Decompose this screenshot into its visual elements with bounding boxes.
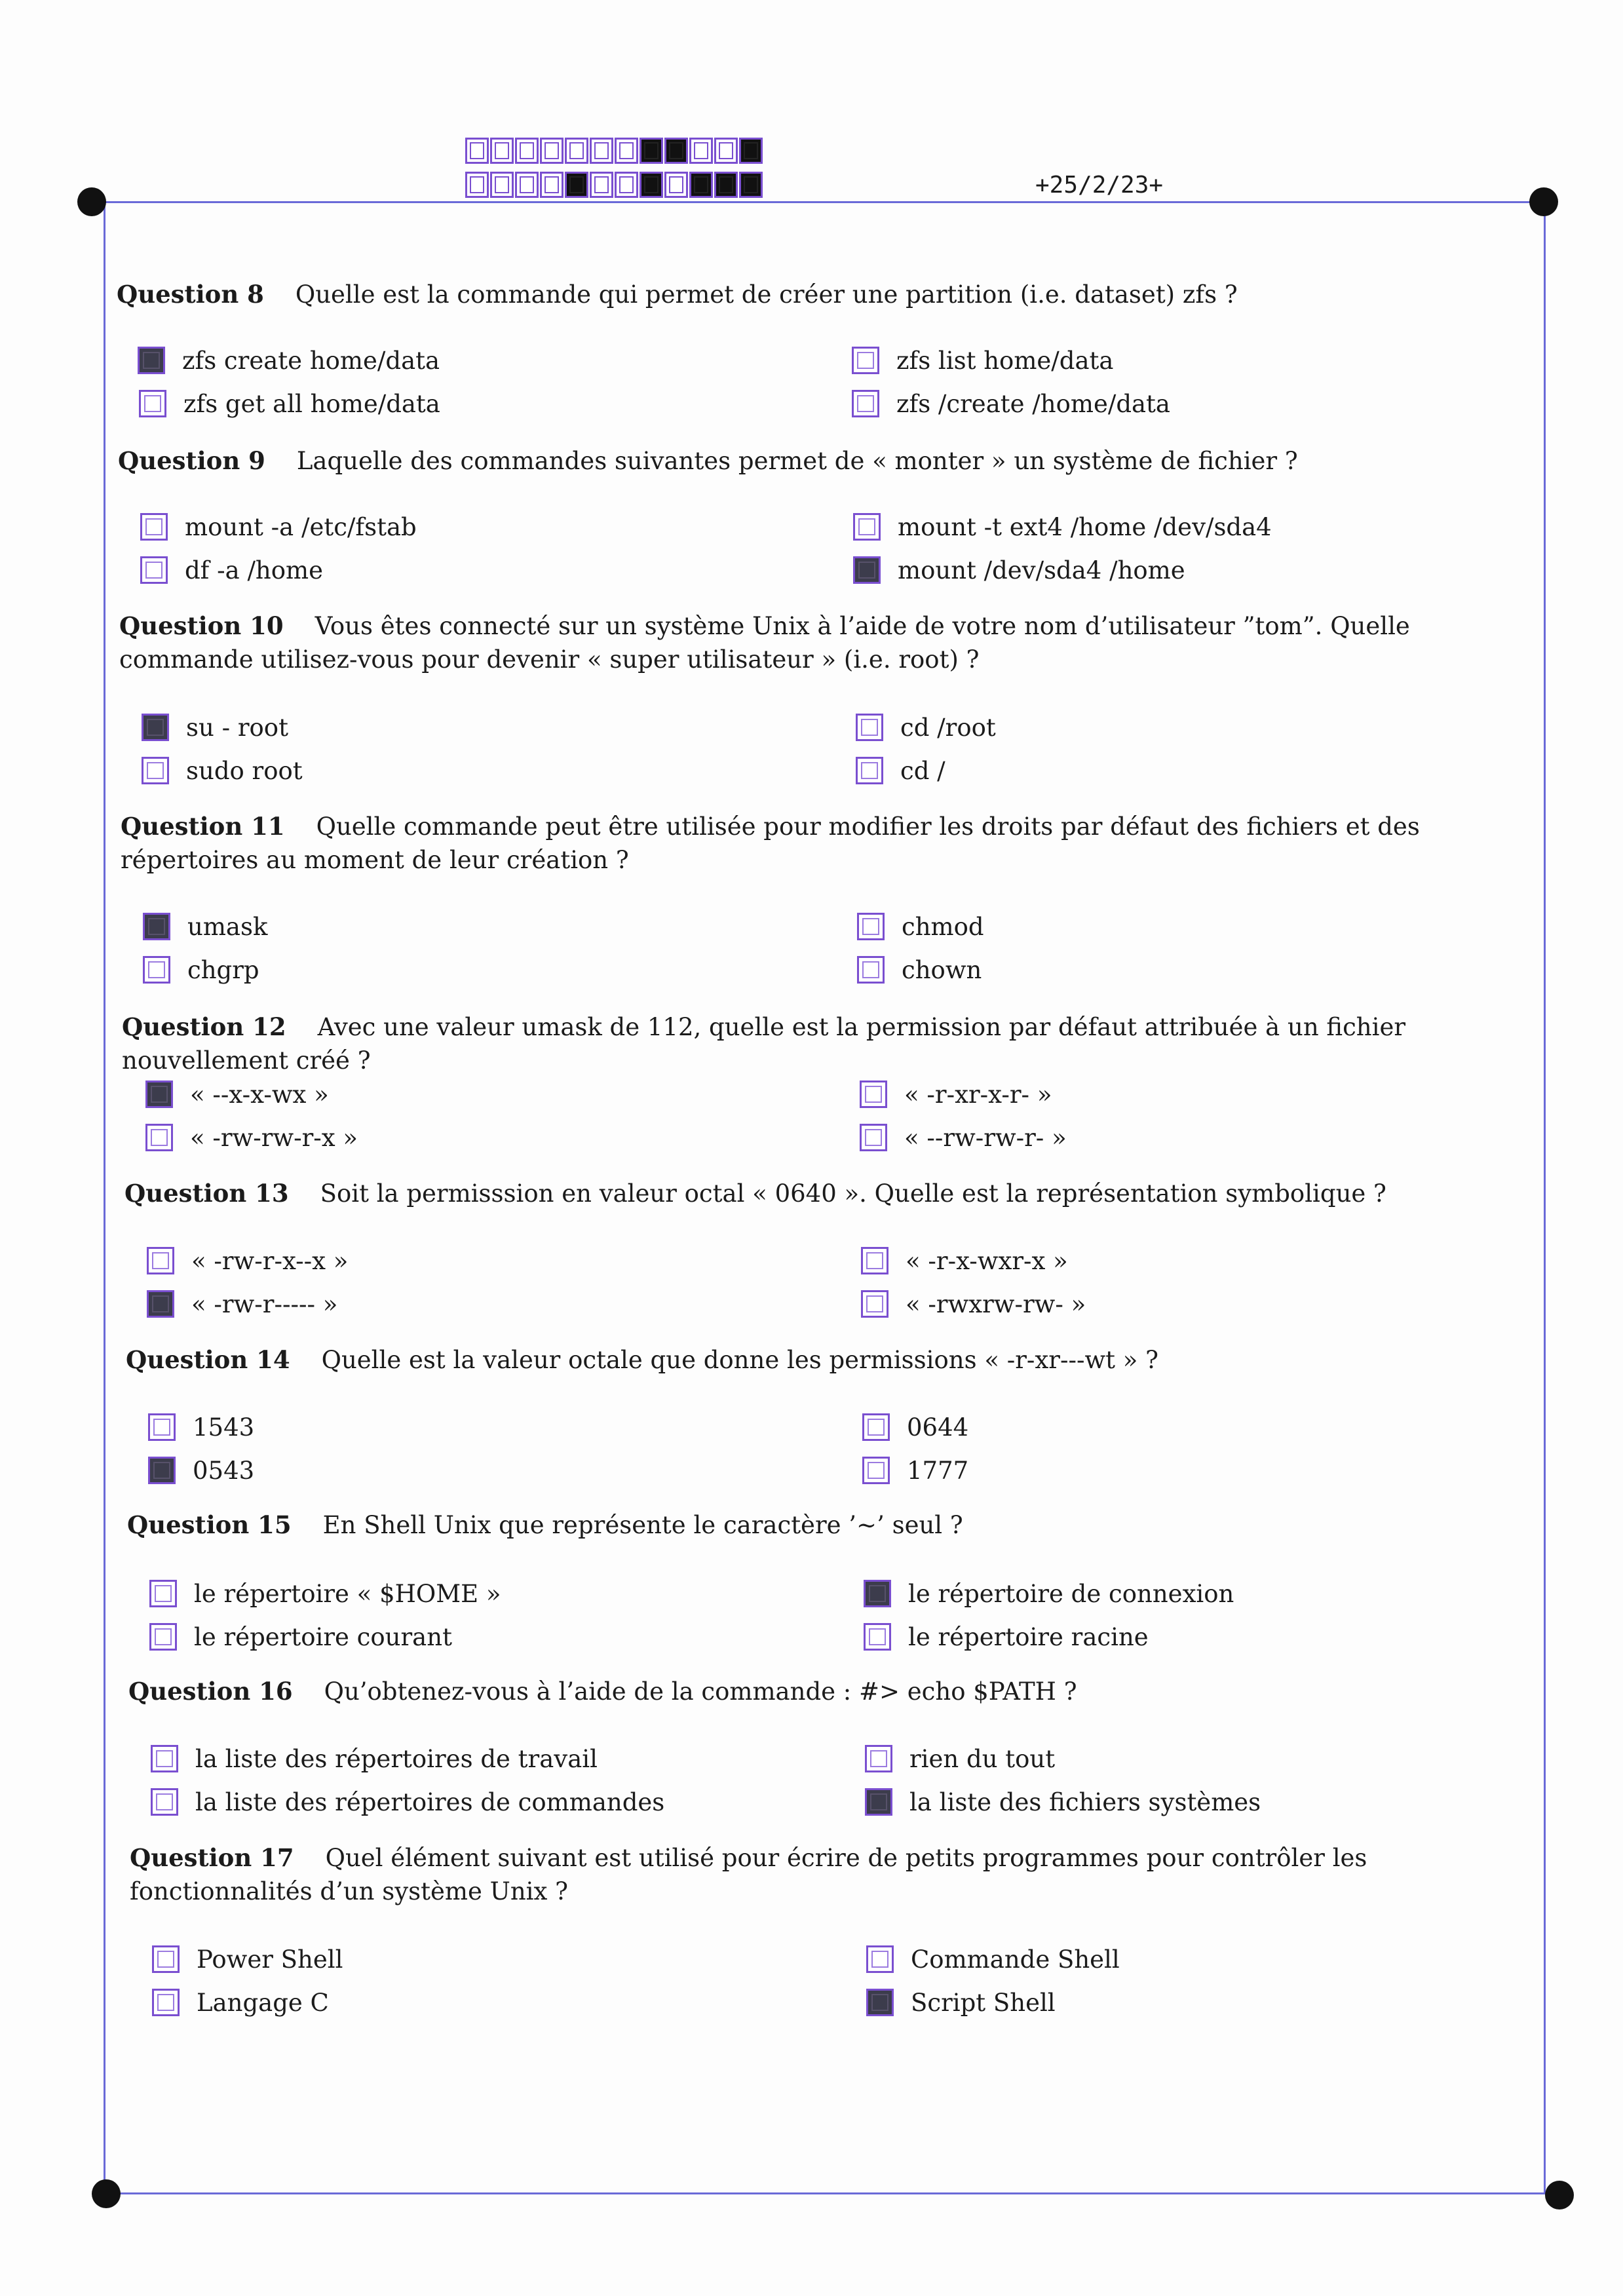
answer-text: zfs list home/data [896, 346, 1114, 375]
empty-checkbox[interactable] [140, 556, 168, 584]
corner-mark-bottom-left [92, 2179, 121, 2208]
answer-text: le répertoire racine [908, 1622, 1149, 1651]
answer-text: 1543 [193, 1413, 255, 1442]
code-cell-empty [714, 138, 738, 164]
answer-option[interactable] [861, 1286, 1086, 1322]
code-cell-empty [565, 138, 588, 164]
answer-text: la liste des répertoires de travail [195, 1744, 598, 1773]
answer-option[interactable] [147, 1286, 337, 1322]
answer-text: mount -t ext4 /home /dev/sda4 [898, 512, 1272, 541]
empty-checkbox[interactable] [857, 956, 885, 984]
code-cell-filled [739, 138, 763, 164]
answer-text: cd / [900, 756, 945, 785]
answer-text: rien du tout [909, 1744, 1056, 1773]
checked-checkbox[interactable] [853, 556, 881, 584]
question-label: Question 13 [124, 1179, 289, 1208]
answer-option[interactable] [857, 908, 984, 945]
empty-checkbox[interactable] [151, 1745, 178, 1772]
empty-checkbox[interactable] [861, 1247, 888, 1274]
answer-text: sudo root [186, 756, 303, 785]
empty-checkbox[interactable] [856, 757, 883, 784]
answer-option[interactable] [149, 1618, 452, 1655]
answer-option[interactable] [145, 1076, 329, 1113]
empty-checkbox[interactable] [143, 956, 170, 984]
empty-checkbox[interactable] [152, 1945, 180, 1973]
answer-option[interactable] [852, 342, 1113, 379]
question-label: Question 16 [128, 1677, 293, 1706]
checked-checkbox[interactable] [142, 714, 169, 741]
answer-option[interactable] [864, 1618, 1149, 1655]
answer-option[interactable] [145, 1119, 358, 1156]
answer-option[interactable] [860, 1076, 1052, 1113]
empty-checkbox[interactable] [152, 1989, 180, 2016]
answer-option[interactable] [143, 951, 259, 988]
answer-option[interactable] [140, 508, 417, 545]
question-text: Avec une valeur umask de 112, quelle est la permission par défaut attribuée à un fichier nouvellement créé ? [122, 1013, 1406, 1075]
empty-checkbox[interactable] [151, 1788, 178, 1816]
empty-checkbox[interactable] [147, 1247, 174, 1274]
question-10 [119, 609, 1528, 676]
question-17 [130, 1841, 1532, 1908]
empty-checkbox[interactable] [861, 1290, 888, 1318]
answer-text: la liste des répertoires de commandes [195, 1788, 665, 1816]
answer-text: cd /root [900, 713, 996, 742]
frame-top-line [92, 201, 1544, 203]
code-cell-empty [540, 172, 563, 198]
answer-text: « -rw-r----- » [191, 1290, 338, 1318]
answer-option[interactable] [142, 752, 303, 789]
code-cell-empty [615, 172, 638, 198]
question-text: Quel élément suivant est utilisé pour écrire de petits programmes pour contrôler les fonctionnalités d’un système Unix ? [130, 1844, 1367, 1905]
answer-text: umask [187, 912, 268, 941]
code-cell-filled [739, 172, 763, 198]
answer-option[interactable] [151, 1784, 664, 1820]
answer-text: « -rw-r-x--x » [191, 1246, 349, 1275]
answer-text: mount -a /etc/fstab [185, 512, 417, 541]
answer-text: 0543 [193, 1456, 255, 1485]
answer-option[interactable] [140, 552, 323, 588]
answer-option[interactable] [143, 908, 267, 945]
answer-text: « -rw-rw-r-x » [190, 1123, 358, 1152]
corner-mark-top-left [77, 187, 106, 216]
checked-checkbox[interactable] [148, 1457, 176, 1484]
code-cell-filled [714, 172, 738, 198]
empty-checkbox[interactable] [856, 714, 883, 741]
answer-option[interactable] [862, 1409, 968, 1445]
answer-text: chgrp [187, 955, 259, 984]
question-label: Question 14 [126, 1345, 290, 1374]
answer-option[interactable] [861, 1242, 1068, 1279]
empty-checkbox[interactable] [860, 1124, 887, 1151]
question-text: Qu’obtenez-vous à l’aide de la commande : #> echo $PATH ? [324, 1677, 1077, 1706]
frame-left-line [104, 201, 105, 2194]
question-12 [122, 1010, 1511, 1077]
code-cell-empty [515, 138, 539, 164]
code-cell-empty [615, 138, 638, 164]
empty-checkbox[interactable] [857, 913, 885, 940]
empty-checkbox[interactable] [864, 1623, 891, 1651]
answer-text: chmod [902, 912, 984, 941]
answer-text: df -a /home [185, 556, 324, 584]
answer-option[interactable] [147, 1242, 348, 1279]
code-cell-empty [689, 138, 713, 164]
empty-checkbox[interactable] [148, 1413, 176, 1441]
answer-option[interactable] [866, 1984, 1056, 2021]
empty-checkbox[interactable] [862, 1457, 890, 1484]
empty-checkbox[interactable] [866, 1945, 894, 1973]
answer-text: chown [902, 955, 982, 984]
code-cell-filled [689, 172, 713, 198]
question-label: Question 17 [130, 1843, 294, 1872]
question-label: Question 8 [117, 280, 264, 309]
answer-option[interactable] [856, 709, 996, 746]
checked-checkbox[interactable] [866, 1989, 894, 2016]
frame-right-line [1544, 201, 1546, 2194]
page-identifier: +25/2/23+ [1035, 172, 1164, 199]
checked-checkbox[interactable] [145, 1081, 173, 1108]
empty-checkbox[interactable] [149, 1580, 177, 1607]
answer-option[interactable] [857, 951, 982, 988]
answer-text: zfs /create /home/data [896, 389, 1170, 418]
code-cell-filled [664, 138, 688, 164]
question-text: Soit la permisssion en valeur octal « 0640 ». Quelle est la représentation symbolique ? [320, 1179, 1386, 1208]
answer-option[interactable] [149, 1575, 501, 1612]
empty-checkbox[interactable] [852, 347, 879, 374]
answer-option[interactable] [860, 1119, 1067, 1156]
question-text: Quelle est la valeur octale que donne les permissions « -r-xr---wt » ? [321, 1346, 1159, 1374]
identification-code-row-2 [465, 172, 763, 198]
code-cell-empty [465, 172, 489, 198]
answer-text: Commande Shell [911, 1945, 1120, 1974]
question-label: Question 15 [127, 1510, 292, 1539]
answer-option[interactable] [862, 1452, 968, 1489]
frame-bottom-line [105, 2192, 1559, 2194]
code-cell-filled [565, 172, 588, 198]
answer-text: Power Shell [197, 1945, 343, 1974]
answer-option[interactable] [866, 1941, 1120, 1978]
question-9 [118, 444, 1396, 478]
question-label: Question 10 [119, 611, 284, 640]
code-cell-empty [515, 172, 539, 198]
empty-checkbox[interactable] [853, 513, 881, 541]
answer-text: le répertoire courant [194, 1622, 452, 1651]
empty-checkbox[interactable] [140, 513, 168, 541]
answer-option[interactable] [856, 752, 945, 789]
answer-text: « --x-x-wx » [190, 1080, 329, 1109]
answer-option[interactable] [865, 1740, 1055, 1777]
question-text: En Shell Unix que représente le caractère ’∼’ seul ? [322, 1511, 963, 1539]
code-cell-filled [640, 138, 663, 164]
empty-checkbox[interactable] [862, 1413, 890, 1441]
question-label: Question 9 [118, 446, 265, 475]
answer-option[interactable] [138, 342, 440, 379]
question-text: Laquelle des commandes suivantes permet de « monter » un système de fichier ? [296, 447, 1298, 475]
empty-checkbox[interactable] [149, 1623, 177, 1651]
empty-checkbox[interactable] [145, 1124, 173, 1151]
answer-option[interactable] [148, 1452, 254, 1489]
answer-text: « -r-xr-x-r- » [904, 1080, 1052, 1109]
question-text: Quelle commande peut être utilisée pour modifier les droits par défaut des fichiers et des répertoires au moment de leur création ? [121, 813, 1420, 874]
answer-option[interactable] [853, 508, 1272, 545]
identification-code-row-1 [465, 138, 763, 164]
question-11 [121, 810, 1533, 877]
answer-text: 0644 [907, 1413, 969, 1442]
answer-option[interactable] [151, 1740, 598, 1777]
answer-text: Script Shell [911, 1988, 1056, 2017]
code-cell-empty [590, 172, 613, 198]
answer-text: la liste des fichiers systèmes [909, 1788, 1261, 1816]
question-8 [117, 278, 1394, 311]
code-cell-empty [465, 138, 489, 164]
empty-checkbox[interactable] [139, 390, 166, 417]
code-cell-filled [640, 172, 663, 198]
answer-option[interactable] [853, 552, 1185, 588]
code-cell-empty [540, 138, 563, 164]
answer-option[interactable] [142, 709, 288, 746]
question-14 [126, 1343, 1403, 1377]
empty-checkbox[interactable] [142, 757, 169, 784]
checked-checkbox[interactable] [143, 913, 170, 940]
answer-option[interactable] [152, 1941, 343, 1978]
code-cell-empty [664, 172, 688, 198]
corner-mark-top-right [1529, 187, 1558, 216]
checked-checkbox[interactable] [864, 1580, 891, 1607]
answer-text: Langage C [197, 1988, 329, 2017]
answer-option[interactable] [864, 1575, 1234, 1612]
code-cell-empty [490, 172, 514, 198]
checked-checkbox[interactable] [865, 1788, 892, 1816]
checked-checkbox[interactable] [147, 1290, 174, 1318]
question-text: Vous êtes connecté sur un système Unix à l’aide de votre nom d’utilisateur ”tom”. Quelle commande utilisez-vous pour devenir « super utilisateur » (i.e. root) ? [119, 612, 1410, 674]
question-16 [128, 1675, 1406, 1708]
answer-text: zfs get all home/data [183, 389, 440, 418]
answer-option[interactable] [152, 1984, 329, 2021]
answer-text: mount /dev/sda4 /home [898, 556, 1185, 584]
code-cell-empty [490, 138, 514, 164]
empty-checkbox[interactable] [860, 1081, 887, 1108]
question-text: Quelle est la commande qui permet de créer une partition (i.e. dataset) zfs ? [295, 280, 1238, 309]
answer-text: le répertoire « $HOME » [194, 1579, 501, 1608]
checked-checkbox[interactable] [138, 347, 165, 374]
answer-option[interactable] [148, 1409, 254, 1445]
answer-text: 1777 [907, 1456, 969, 1485]
answer-option[interactable] [139, 385, 440, 422]
answer-text: « -r-x-wxr-x » [906, 1246, 1068, 1275]
answer-text: zfs create home/data [182, 346, 440, 375]
empty-checkbox[interactable] [852, 390, 879, 417]
question-label: Question 11 [121, 812, 285, 841]
answer-text: « --rw-rw-r- » [904, 1123, 1067, 1152]
answer-option[interactable] [865, 1784, 1261, 1820]
corner-mark-bottom-right [1545, 2181, 1574, 2210]
answer-option[interactable] [852, 385, 1170, 422]
answer-text: le répertoire de connexion [908, 1579, 1234, 1608]
answer-text: su - root [186, 713, 288, 742]
empty-checkbox[interactable] [865, 1745, 892, 1772]
answer-text: « -rwxrw-rw- » [906, 1290, 1086, 1318]
question-13 [124, 1177, 1402, 1210]
code-cell-empty [590, 138, 613, 164]
question-label: Question 12 [122, 1012, 286, 1041]
question-15 [127, 1508, 1405, 1542]
